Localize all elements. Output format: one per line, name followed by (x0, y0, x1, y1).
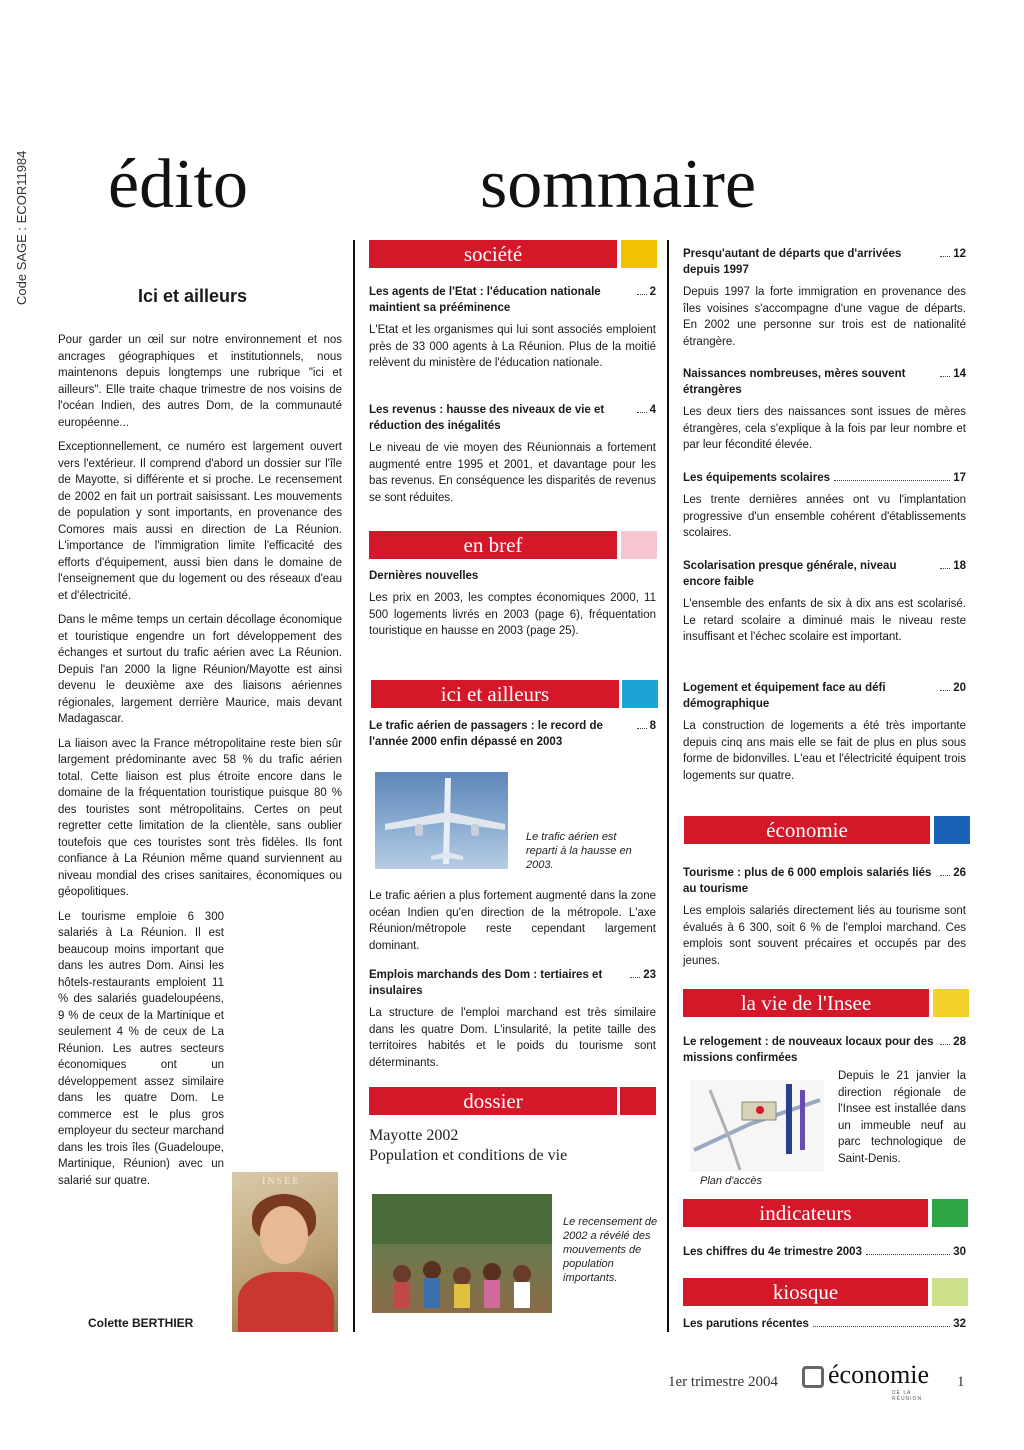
toc-item[interactable] (369, 718, 656, 750)
issue-date: 1er trimestre 2004 (668, 1374, 778, 1390)
toc-heading-text: Les parutions récentes (683, 1318, 809, 1330)
toc-page-number: 18 (953, 560, 966, 572)
toc-page-number: 2 (649, 286, 656, 298)
sommaire-title: sommaire (480, 146, 757, 223)
toc-page-number: 23 (643, 969, 656, 981)
toc-summary: L'Etat et les organismes qui lui sont associés emploient près de 33 000 agents à La Réunion. Plus de la moitié relèvent du ministère de l'éducation nationale. (369, 324, 656, 369)
toc-heading-text: Emplois marchands des Dom : tertiaires et insulaires (369, 969, 603, 997)
toc-heading-text: Naissances nombreuses, mères souvent étrangères (683, 368, 906, 396)
toc-summary: La construction de logements a été très importante depuis cinq ans mais elle se fait de plus en plus sous forme de bidonvilles. L'eau et l'électricité équipent trois logements sur quatre. (683, 720, 966, 782)
toc-summary: L'ensemble des enfants de six à dix ans est scolarisé. Le retard scolaire a diminué mais le niveau reste insuffisant et l'échec scolaire est important. (683, 598, 966, 643)
toc-summary-block (369, 888, 656, 962)
leader-dots (940, 568, 950, 569)
toc-page-number: 14 (953, 368, 966, 380)
toc-summary: Le niveau de vie moyen des Réunionnais a fortement augmenté entre 1995 et 2001, et davantage pour les bas revenus. En conséquence les disparités de revenus se sont réduites. (369, 442, 656, 504)
column-divider (353, 240, 355, 1332)
toc-page-number: 20 (953, 682, 966, 694)
toc-item[interactable] (683, 246, 966, 358)
band-color-square (934, 816, 970, 844)
edito-subtitle: Ici et ailleurs (138, 286, 248, 306)
leader-dots (940, 1044, 950, 1045)
toc-item[interactable] (369, 967, 656, 1079)
toc-heading (683, 558, 966, 590)
band-societe (369, 240, 657, 268)
toc-summary: Depuis le 21 janvier la direction régionale de l'Insee est installée dans un immeuble neuf au parc technologique de Saint-Denis. (838, 1070, 966, 1165)
band-label: ici et ailleurs (371, 680, 619, 708)
toc-item[interactable] (683, 865, 966, 977)
toc-summary: Depuis 1997 la forte immigration en provenance des îles voisines s'accompagne d'une vague de départs. En 2002 une personne sur trois est de nationalité étrangère. (683, 286, 966, 348)
toc-heading (683, 366, 966, 398)
photo-shoulders (238, 1272, 334, 1332)
magazine-logo (802, 1360, 942, 1400)
access-map (690, 1080, 824, 1172)
toc-heading (369, 718, 656, 750)
airplane-photo (375, 772, 508, 869)
leader-dots (834, 480, 950, 481)
logo-text: économie (828, 1360, 930, 1389)
toc-summary: Les trente dernières années ont vu l'implantation progressive d'un ensemble cohérent d'établissements scolaires. (683, 494, 966, 539)
toc-heading (369, 967, 656, 999)
band-indicateurs (683, 1199, 968, 1227)
side-code-text: Code SAGE : ECOR11984 (14, 150, 29, 305)
airplane-caption: Le trafic aérien est reparti à la hausse en 2003. (526, 831, 632, 871)
leader-dots (940, 376, 950, 377)
band-label: société (369, 240, 617, 268)
edito-paragraph: Exceptionnellement, ce numéro est largement ouvert vers l'extérieur. Il comprend d'abord un dossier sur l'île de Mayotte, si différente et si proche. Le recensement de 2002 en fait un portrait saisissant. Les mouvements de population y sont importants, en provenance des Comores mais aussi en direction de La Réunion. L'importance de l'immigration limite l'efficacité des efforts d'équipement, aussi bien dans le domaine de l'enseignement que du logement ou des réseaux d'eau et d'électricité. (58, 441, 342, 602)
edito-body (58, 332, 342, 1197)
band-color-square (933, 989, 969, 1017)
side-code (14, 130, 54, 305)
toc-heading (683, 680, 966, 712)
toc-item[interactable] (683, 1316, 966, 1332)
toc-item[interactable] (683, 680, 966, 792)
insee-summary-block (838, 1068, 966, 1175)
band-color-square (622, 680, 658, 708)
toc-page-number: 28 (953, 1036, 966, 1048)
band-en-bref (369, 531, 657, 559)
page-number: 1 (957, 1374, 965, 1390)
toc-page-number: 12 (953, 248, 966, 260)
toc-heading-text: Logement et équipement face au défi démographique (683, 682, 886, 710)
toc-heading (683, 470, 966, 486)
band-color-square (621, 240, 657, 268)
crowd-icon (372, 1194, 552, 1313)
toc-heading-text: Le trafic aérien de passagers : le record de l'année 2000 enfin dépassé en 2003 (369, 720, 603, 748)
toc-heading: Dernières nouvelles (369, 570, 479, 582)
toc-page-number: 26 (953, 867, 966, 879)
toc-item[interactable] (683, 470, 966, 550)
edito-paragraph: Le tourisme emploie 6 300 salariés à La Réunion. Il est beaucoup moins important que dans les autres Dom. Ainsi les hôtels-restaurants emploient 11 % des salariés guadeloupéens, 9 % de ceux de la Martinique et seulement 4 % de ceux de La Réunion. Les autres secteurs économiques ont un développement assez similaire dans les quatre Dom. Le commerce est le plus gros employeur du secteur marchand dans les trois îles (Guadeloupe, Martinique, Réunion) avec un salarié sur quatre. (58, 910, 224, 1187)
toc-heading (683, 1316, 966, 1332)
column-divider (667, 240, 669, 1332)
band-vie-insee (683, 989, 969, 1017)
photo-face (260, 1206, 308, 1264)
leader-dots (637, 294, 647, 295)
crowd-photo (372, 1194, 552, 1313)
toc-item[interactable] (369, 284, 656, 380)
logo-subtext: DE LA RÉUNION (892, 1390, 923, 1402)
edito-paragraph: Dans le même temps un certain décollage économique et touristique engendre un fort développement des échanges et surtout du trafic aérien avec La Réunion. Depuis l'an 2000 la ligne Réunion/Mayotte est ainsi devenu le deuxième axe des liaisons aériennes régionales, largement derrière Maurice, mais devant Madagascar. (58, 614, 342, 725)
toc-item[interactable] (683, 558, 966, 654)
band-label: indicateurs (683, 1199, 928, 1227)
toc-summary: Le trafic aérien a plus fortement augmenté dans la zone océan Indien qu'en direction de la métropole. L'axe Réunion/métropole reste cependant largement dominant. (369, 890, 656, 952)
crowd-caption: Le recensement de 2002 a révélé des mouvements de population importants. (563, 1216, 658, 1284)
band-label: kiosque (683, 1278, 928, 1306)
leader-dots (813, 1326, 950, 1327)
toc-heading-text: Presqu'autant de départs que d'arrivées depuis 1997 (683, 248, 902, 276)
band-color-square (932, 1199, 968, 1227)
leader-dots (630, 977, 640, 978)
logo-mark-icon (802, 1366, 824, 1388)
toc-heading (683, 246, 966, 278)
band-ici-ailleurs (371, 680, 658, 708)
toc-heading-text: Scolarisation presque générale, niveau encore faible (683, 560, 897, 588)
band-color-square (932, 1278, 968, 1306)
toc-item[interactable] (369, 568, 656, 648)
toc-heading-text: Tourisme : plus de 6 000 emplois salariés liés au tourisme (683, 867, 932, 895)
signature: Colette BERTHIER (88, 1316, 194, 1330)
dossier-title[interactable] (369, 1126, 656, 1166)
toc-heading-text: Les revenus : hausse des niveaux de vie et réduction des inégalités (369, 404, 605, 432)
map-caption: Plan d'accès (700, 1175, 763, 1187)
toc-page-number: 30 (953, 1246, 966, 1258)
leader-dots (866, 1254, 950, 1255)
toc-page-number: 17 (953, 472, 966, 484)
band-dossier (369, 1087, 656, 1115)
leader-dots (940, 256, 950, 257)
leader-dots (940, 875, 950, 876)
toc-heading-text: Les agents de l'Etat : l'éducation nationale maintient sa prééminence (369, 286, 601, 314)
leader-dots (637, 728, 647, 729)
toc-item[interactable] (683, 1034, 966, 1066)
dossier-title-line1: Mayotte 2002 (369, 1127, 459, 1144)
toc-summary: Les deux tiers des naissances sont issues de mères étrangères, cela s'explique à la fois par leur nombre et par leur fécondité élevée. (683, 406, 966, 451)
toc-page-number: 4 (649, 404, 656, 416)
toc-heading (683, 865, 966, 897)
leader-dots (940, 690, 950, 691)
photo-insee-sign: INSEE (262, 1176, 301, 1187)
toc-heading (683, 1034, 966, 1066)
band-label: dossier (369, 1087, 617, 1115)
toc-page-number: 32 (953, 1318, 966, 1330)
toc-item[interactable] (683, 1244, 966, 1260)
dossier-title-line2: Population et conditions de vie (369, 1147, 568, 1164)
toc-heading (369, 284, 656, 316)
toc-page-number: 8 (649, 720, 656, 732)
toc-summary: Les prix en 2003, les comptes économiques 2000, 11 500 logements livrés en 2003 (page 6), fréquentation touristique en hausse en 2003 (page 25). (369, 592, 656, 637)
band-label: la vie de l'Insee (683, 989, 929, 1017)
toc-item[interactable] (369, 402, 656, 514)
toc-heading-text: Les chiffres du 4e trimestre 2003 (683, 1246, 862, 1258)
band-label: en bref (369, 531, 617, 559)
leader-dots (637, 412, 647, 413)
toc-summary: Les emplois salariés directement liés au tourisme sont évalués à 6 300, soit 6 % de l'emploi marchand. Ces emplois sont souvent précaires et occupés par des jeunes. (683, 905, 966, 967)
toc-item[interactable] (683, 366, 966, 462)
edito-paragraph: Pour garder un œil sur notre environnement et nos ancrages géographiques et institutionnels, nous maintenons depuis longtemps une rubrique "ici et ailleurs". Elle traite chaque trimestre de nos voisins de l'océan Indien, des autres Dom, de la communauté européenne... (58, 334, 342, 429)
band-color-square (621, 531, 657, 559)
edito-paragraph: La liaison avec la France métropolitaine reste bien sûr largement prédominante avec 58 % du trafic aérien total. Cette liaison est plus étroite encore dans le domaine de la fréquentation touristique puisque 80 % des touristes sont métropolitains. Certes on peut regretter cette limitation de la clientèle, sans oublier toutefois que ces touristes sont très fidèles. Ils font confiance à La Réunion même quand surviennent au niveau mondial des crises sanitaires, économiques ou géopolitiques. (58, 737, 342, 898)
band-kiosque (683, 1278, 968, 1306)
toc-heading (369, 402, 656, 434)
toc-heading-text: Les équipements scolaires (683, 472, 831, 484)
map-icon (690, 1080, 824, 1172)
edito-title: édito (108, 146, 248, 223)
band-label: économie (684, 816, 930, 844)
toc-heading-text: Le relogement : de nouveaux locaux pour des missions confirmées (683, 1036, 934, 1064)
toc-heading (683, 1244, 966, 1260)
author-photo (232, 1172, 338, 1332)
toc-summary: La structure de l'emploi marchand est très similaire dans les quatre Dom. L'insularité, la petite taille des territoires habités et le poids du tourisme sont déterminants. (369, 1007, 656, 1069)
band-color-square (620, 1087, 656, 1115)
band-economie (684, 816, 970, 844)
airplane-icon (375, 772, 508, 869)
